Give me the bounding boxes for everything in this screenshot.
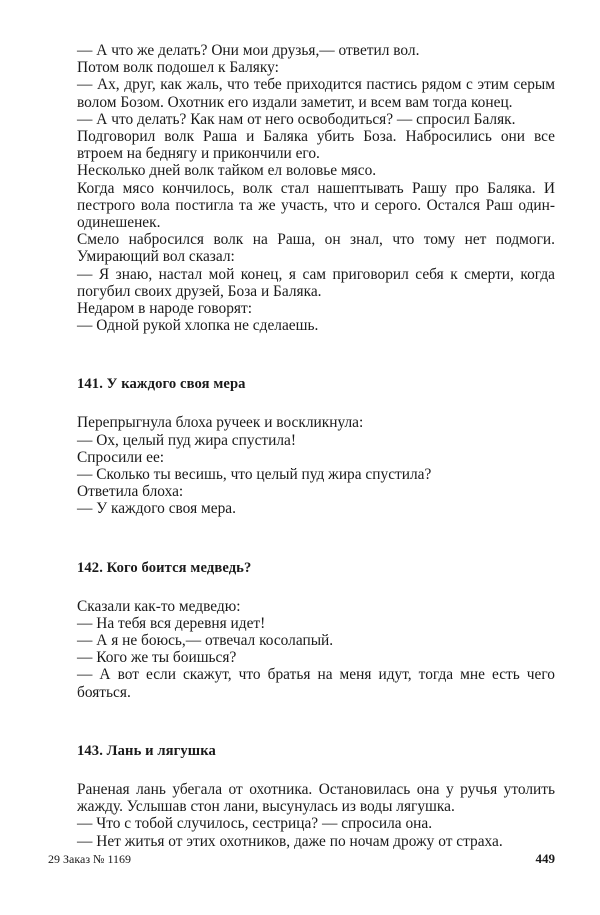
paragraph: — Нет житья от этих охотников, даже по ночам дрожу от страха. bbox=[77, 832, 503, 850]
paragraph: — А что делать? Как нам от него освободиться? — спросил Баляк. bbox=[77, 110, 516, 128]
paragraph: — У каждого своя мера. bbox=[77, 500, 236, 518]
story-141 bbox=[77, 376, 555, 517]
paragraph: Недаром в народе говорят: bbox=[77, 300, 252, 318]
paragraph: Потом волк подошел к Баляку: bbox=[77, 59, 279, 77]
story-142 bbox=[77, 560, 555, 701]
paragraph: Перепрыгнула блоха ручеек и воскликнула: bbox=[77, 414, 364, 432]
story-140-ending bbox=[77, 42, 555, 334]
page-number: 449 bbox=[535, 851, 555, 866]
paragraph: — Одной рукой хлопка не сделаешь. bbox=[77, 317, 319, 335]
paragraph: Подговорил волк Раша и Баляка убить Боза. Набросились они все втроем на беднягу и прикончили его. bbox=[77, 128, 555, 163]
printer-signature: 29 Заказ № 1169 bbox=[48, 852, 132, 866]
paragraph: Смело набросился волк на Раша, он знал, что тому нет подмоги. Умирающий вол сказал: bbox=[77, 231, 555, 266]
paragraph: — Что с тобой случилось, сестрица? — спросила она. bbox=[77, 815, 433, 833]
paragraph: — На тебя вся деревня идет! bbox=[77, 614, 266, 632]
paragraph: — Я знаю, настал мой конец, я сам приговорил себя к смерти, когда погубил своих друзей, Боза и Баляка. bbox=[77, 265, 555, 300]
section-spacer bbox=[77, 518, 555, 560]
paragraph: — Кого же ты боишься? bbox=[77, 649, 237, 667]
paragraph: Когда мясо кончилось, волк стал нашептывать Рашу про Баляка. И пестрого вола постигла та же участь, что и серого. Остался Раш один-одинешенек. bbox=[77, 179, 555, 232]
section-spacer bbox=[77, 334, 555, 376]
section-spacer bbox=[77, 701, 555, 743]
paragraph: Спросили ее: bbox=[77, 448, 165, 466]
story-title: 143. Лань и лягушка bbox=[77, 742, 216, 759]
paragraph: Сказали как-то медведю: bbox=[77, 597, 241, 615]
paragraph: — А что же делать? Они мои друзья,— ответил вол. bbox=[77, 42, 420, 59]
story-title: 142. Кого боится медведь? bbox=[77, 559, 252, 576]
page-footer bbox=[48, 851, 555, 867]
page-body bbox=[77, 42, 555, 850]
paragraph: — А я не боюсь,— отвечал косолапый. bbox=[77, 632, 334, 650]
story-title: 141. У каждого своя мера bbox=[77, 376, 246, 393]
paragraph: — Ах, друг, как жаль, что тебе приходится пастись рядом с этим серым волом Бозом. Охотник его издали заметит, и всем вам тогда конец. bbox=[77, 76, 555, 111]
paragraph: Несколько дней волк тайком ел воловье мясо. bbox=[77, 162, 377, 180]
story-143 bbox=[77, 743, 555, 850]
paragraph: Ответила блоха: bbox=[77, 483, 184, 501]
paragraph: — Сколько ты весишь, что целый пуд жира спустила? bbox=[77, 466, 432, 484]
paragraph: — Ох, целый пуд жира спустила! bbox=[77, 431, 296, 449]
paragraph: — А вот если скажут, что братья на меня идут, тогда мне есть чего бояться. bbox=[77, 666, 555, 701]
paragraph: Раненая лань убегала от охотника. Остановилась она у ручья утолить жажду. Услышав стон лани, высунулась из воды лягушка. bbox=[77, 780, 555, 816]
